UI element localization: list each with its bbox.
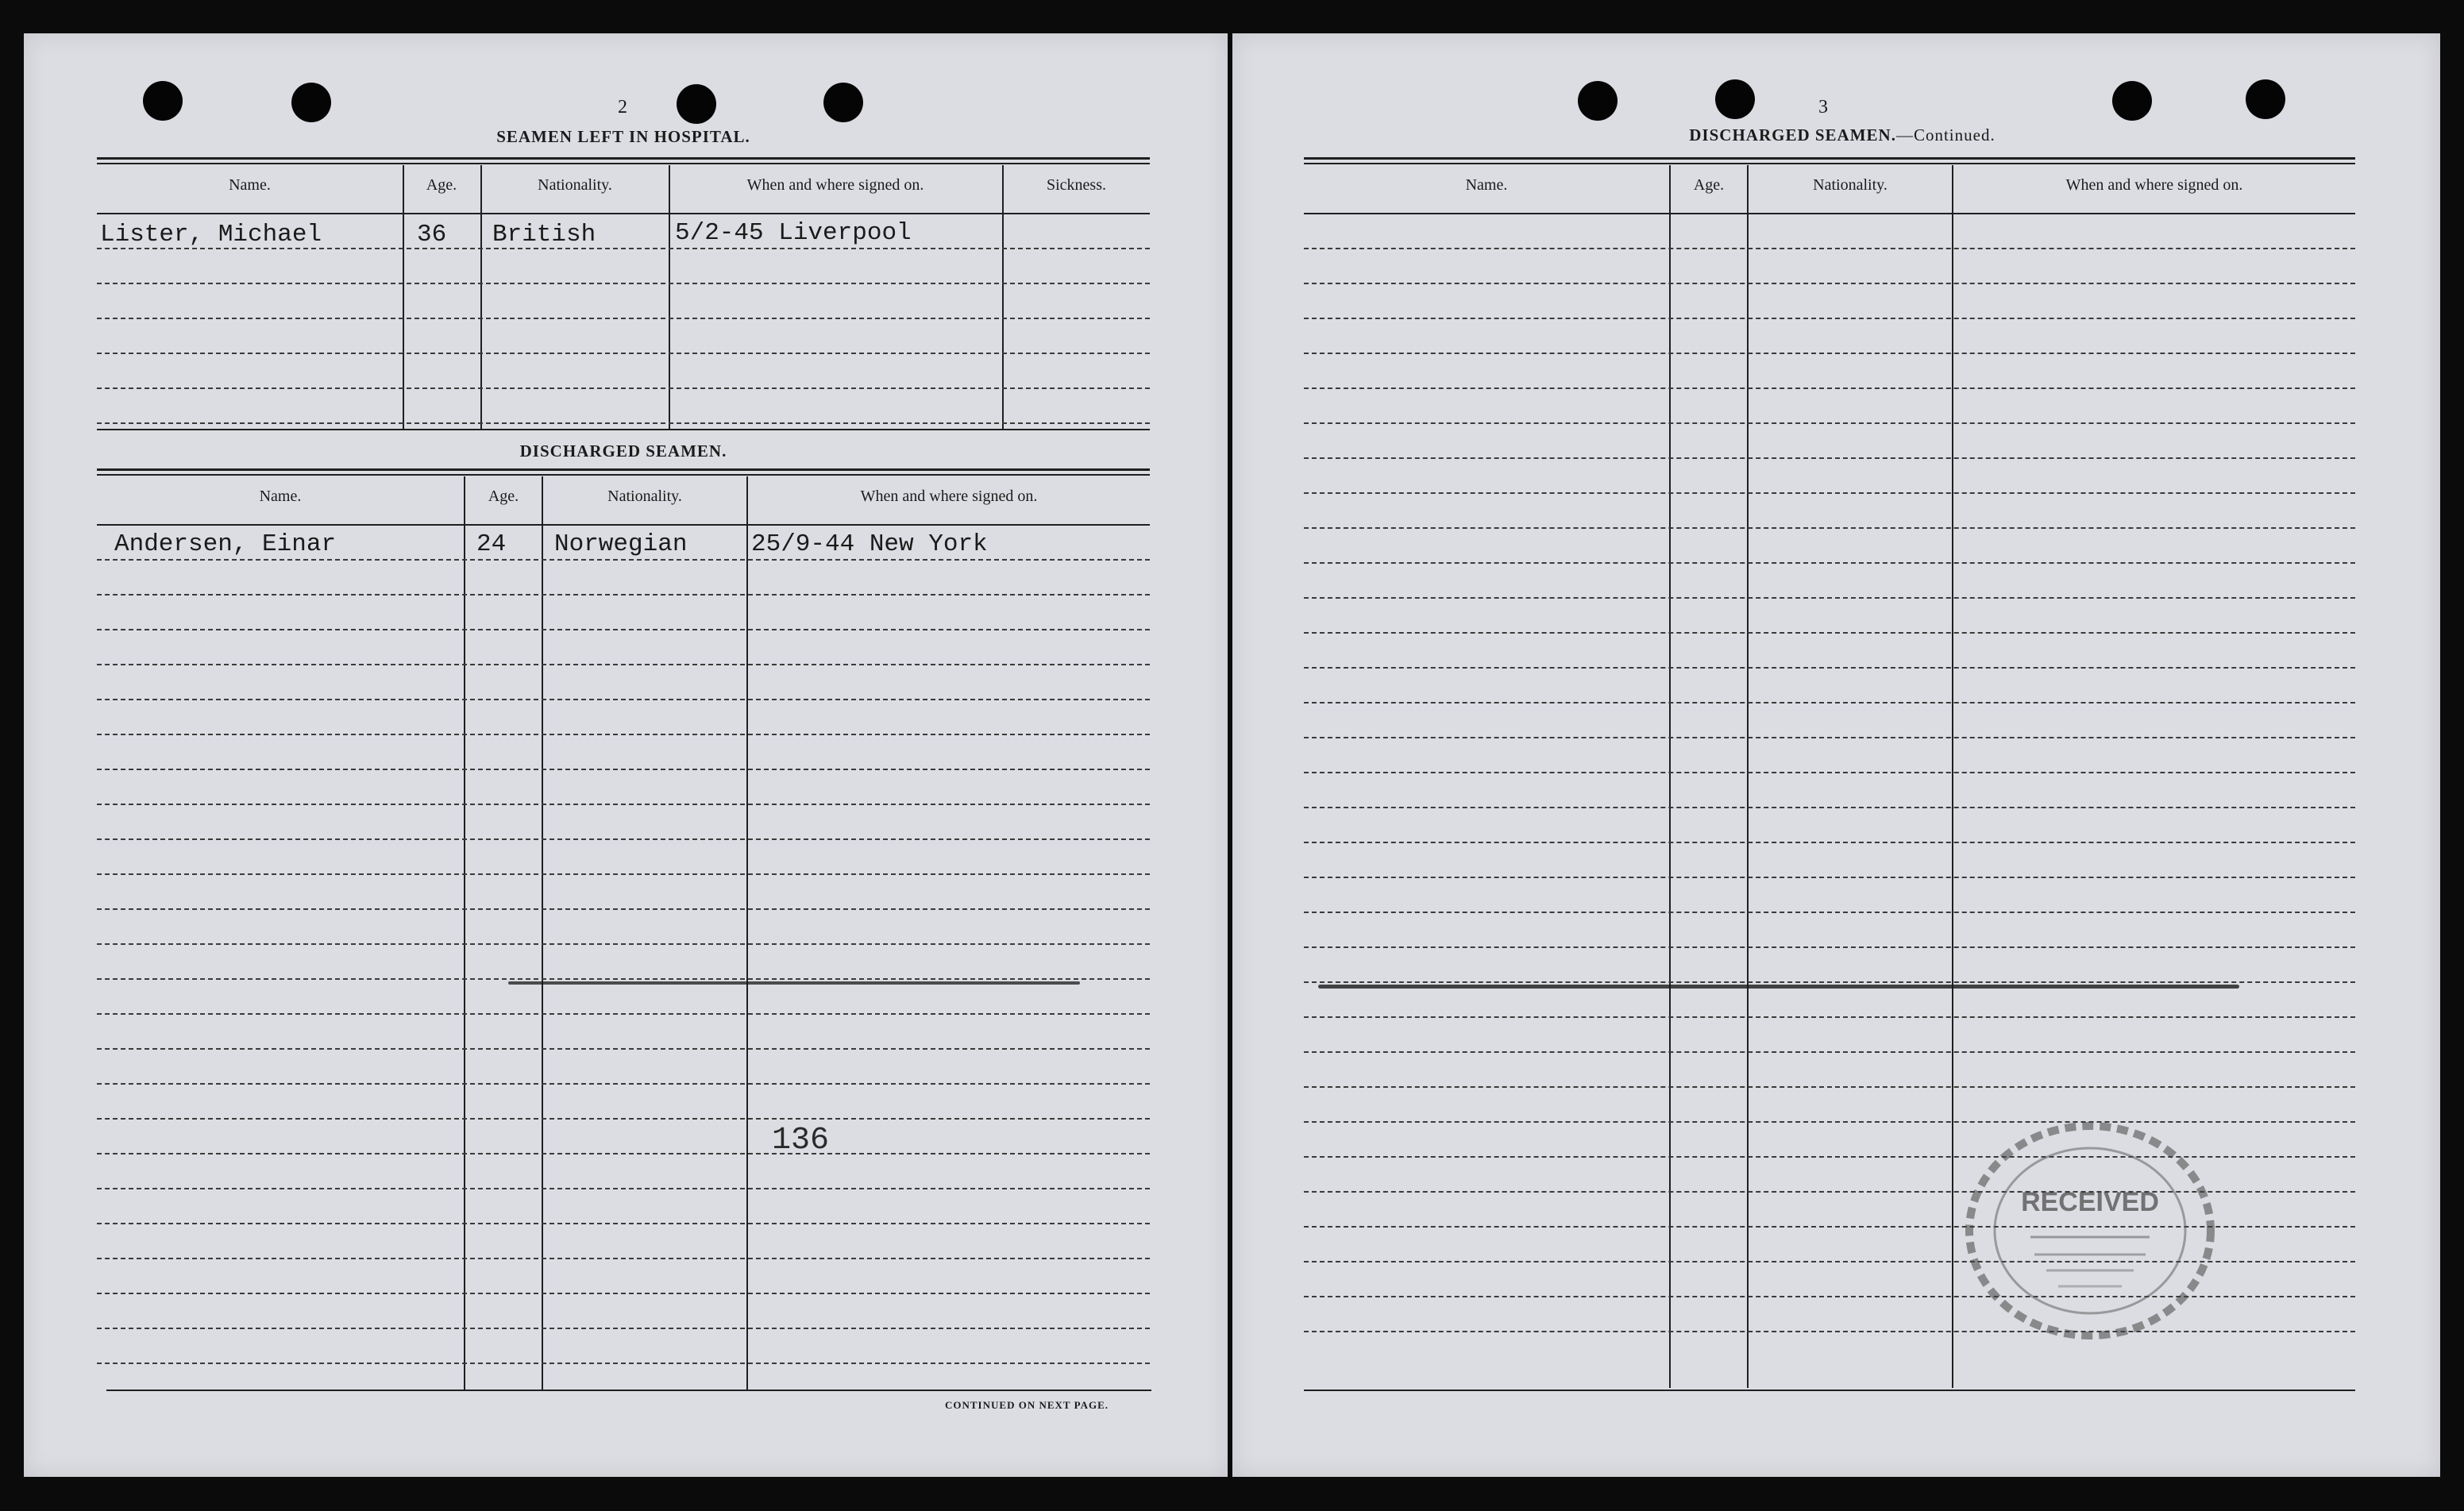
entry-line (97, 908, 1150, 910)
rule (97, 157, 1150, 160)
rule (97, 468, 1150, 471)
discharged-header-name: Name. (259, 488, 302, 505)
entry-line (97, 283, 1150, 284)
punch-hole (677, 84, 716, 124)
entry-line (97, 1118, 1150, 1120)
hospital-section-title: SEAMEN LEFT IN HOSPITAL. (496, 127, 750, 146)
entry-line (1304, 981, 2355, 983)
entry-line (97, 594, 1150, 596)
entry-line (97, 1258, 1150, 1259)
entry-line (97, 1048, 1150, 1050)
punch-hole (1715, 79, 1755, 119)
entry-line (97, 873, 1150, 875)
punch-hole (1578, 81, 1618, 121)
handwritten-count: 136 (772, 1123, 830, 1158)
discharged-section-title: DISCHARGED SEAMEN. (519, 441, 727, 461)
continued-note: CONTINUED ON NEXT PAGE. (945, 1399, 1109, 1411)
entry-line (1304, 667, 2355, 669)
entry-line (97, 1153, 1150, 1154)
entry-line (97, 1363, 1150, 1364)
rule (1304, 1390, 2355, 1391)
entry-line (1304, 946, 2355, 948)
entry-line (97, 1013, 1150, 1015)
rule (1304, 163, 2355, 164)
punch-hole (823, 83, 863, 122)
entry-line (97, 353, 1150, 354)
right-section-title-main: DISCHARGED SEAMEN. (1689, 125, 1896, 145)
rule (1304, 157, 2355, 160)
entry-line (1304, 632, 2355, 634)
right-header-name: Name. (1465, 176, 1508, 194)
hospital-nationality-cell: British (492, 221, 596, 249)
entry-line (97, 978, 1150, 980)
entry-line (97, 1083, 1150, 1085)
hospital-header-sickness: Sickness. (1047, 176, 1106, 194)
entry-line (1304, 1016, 2355, 1018)
rule (97, 524, 1150, 526)
rule (97, 429, 1150, 430)
left-page (24, 33, 1228, 1477)
entry-line (1304, 283, 2355, 284)
hospital-header-age: Age. (426, 176, 457, 194)
rule (1304, 213, 2355, 214)
column-rule (480, 165, 482, 429)
entry-line (1304, 597, 2355, 599)
received-stamp (1955, 1112, 2225, 1350)
entry-line (97, 559, 1150, 561)
entry-line (1304, 912, 2355, 913)
hospital-age-cell: 36 (417, 221, 447, 249)
right-header-age: Age. (1693, 176, 1725, 194)
hospital-header-signed-on: When and where signed on. (746, 176, 924, 194)
entry-line (97, 318, 1150, 319)
punch-hole (2246, 79, 2285, 119)
discharged-header-age: Age. (488, 488, 519, 505)
entry-line (1304, 562, 2355, 564)
column-rule (669, 165, 670, 429)
rule (97, 474, 1150, 476)
page-number-right: 3 (1818, 97, 1828, 118)
entry-line (1304, 318, 2355, 319)
entry-line (97, 1223, 1150, 1224)
entry-line (97, 1328, 1150, 1329)
column-rule (1669, 165, 1671, 1388)
hospital-header-name: Name. (229, 176, 271, 194)
punch-hole (2112, 81, 2152, 121)
fold-crease-left (508, 981, 1080, 985)
entry-line (1304, 772, 2355, 773)
fold-crease-right (1318, 985, 2239, 989)
entry-line (1304, 422, 2355, 424)
right-header-nationality: Nationality. (1813, 176, 1888, 194)
column-rule (746, 476, 748, 1390)
entry-line (97, 629, 1150, 630)
entry-line (1304, 807, 2355, 808)
rule (97, 213, 1150, 214)
hospital-signed-on-cell: 5/2-45 Liverpool (675, 219, 912, 247)
hospital-name-cell: Lister, Michael (100, 221, 322, 249)
entry-line (1304, 702, 2355, 703)
entry-line (97, 664, 1150, 665)
entry-line (1304, 842, 2355, 843)
entry-line (97, 699, 1150, 700)
entry-line (97, 734, 1150, 735)
entry-line (1304, 248, 2355, 249)
entry-line (97, 1188, 1150, 1189)
right-section-title (1620, 125, 2065, 145)
entry-line (1304, 1051, 2355, 1053)
discharged-header-nationality: Nationality. (607, 488, 682, 505)
stamp-text: RECEIVED (2021, 1187, 2159, 1217)
punch-hole (291, 83, 331, 122)
entry-line (97, 838, 1150, 840)
hospital-header-nationality: Nationality. (538, 176, 612, 194)
right-header-signed-on: When and where signed on. (2065, 176, 2243, 194)
entry-line (97, 804, 1150, 805)
entry-line (1304, 457, 2355, 459)
entry-line (97, 1293, 1150, 1294)
column-rule (403, 165, 404, 429)
rule (97, 163, 1150, 164)
right-section-title-suffix: —Continued. (1895, 125, 1995, 145)
column-rule (1002, 165, 1004, 429)
entry-line (1304, 737, 2355, 738)
column-rule (464, 476, 465, 1390)
entry-line (1304, 353, 2355, 354)
discharged-age-cell: 24 (476, 530, 507, 558)
column-rule (1952, 165, 1953, 1388)
entry-line (1304, 387, 2355, 389)
entry-line (97, 769, 1150, 770)
entry-line (97, 422, 1150, 424)
punch-hole (143, 81, 183, 121)
discharged-name-cell: Andersen, Einar (114, 530, 337, 558)
rule (106, 1390, 1151, 1391)
discharged-nationality-cell: Norwegian (554, 530, 688, 558)
entry-line (97, 943, 1150, 945)
discharged-header-signed-on: When and where signed on. (860, 488, 1038, 505)
entry-line (97, 387, 1150, 389)
entry-line (1304, 877, 2355, 878)
column-rule (542, 476, 543, 1390)
page-number-left: 2 (618, 97, 627, 118)
entry-line (1304, 527, 2355, 529)
discharged-signed-on-cell: 25/9-44 New York (751, 530, 988, 558)
column-rule (1747, 165, 1749, 1388)
entry-line (1304, 492, 2355, 494)
entry-line (1304, 1086, 2355, 1088)
